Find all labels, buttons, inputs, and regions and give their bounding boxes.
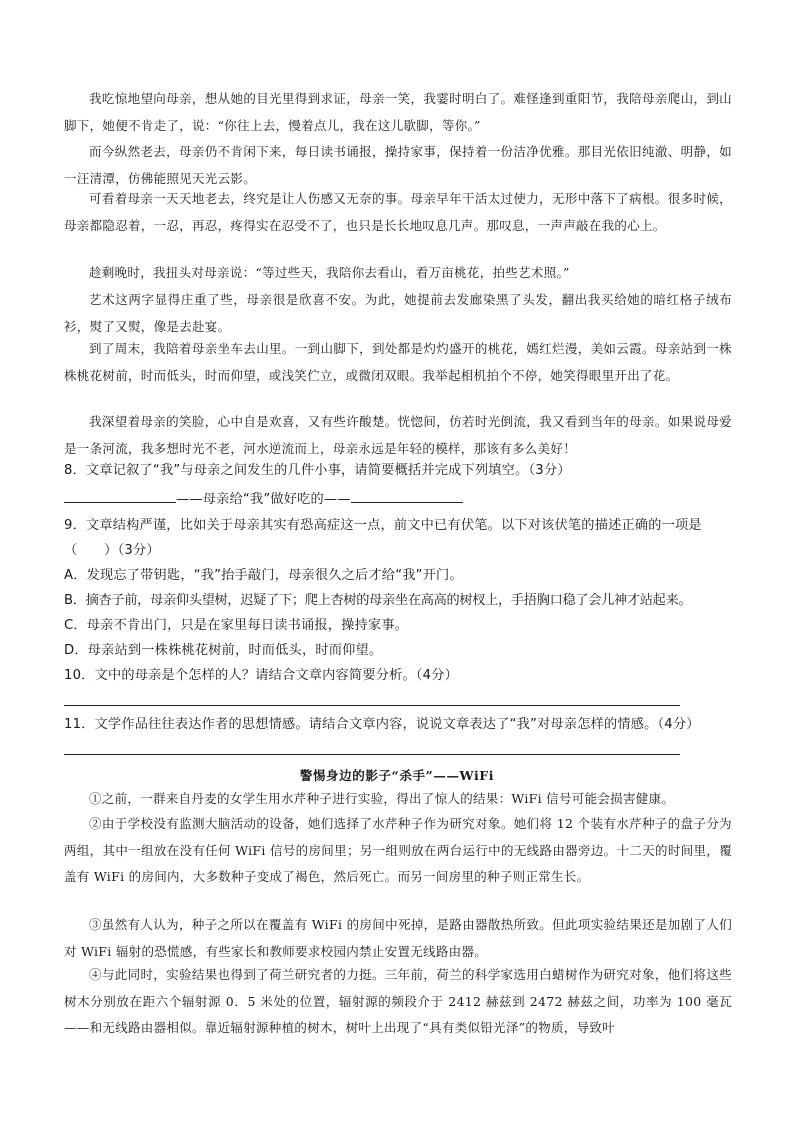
- question-10: 10．文中的母亲是个怎样的人？请结合文章内容简要分析。（4分）: [64, 668, 459, 683]
- question-8-fill-row: [64, 486, 734, 513]
- question-8-fill-text: ——母亲给“我”做好吃的——: [176, 492, 351, 507]
- question-9-option-b: B．摘杏子前，母亲仰头望树，迟疑了下；爬上杏树的母亲坐在高高的树杈上，手捂胸口稳了会儿神才站起来。: [64, 593, 692, 608]
- question-9-option-d: D．母亲站到一株株桃花树前，时而低头，时而仰望。: [64, 643, 383, 658]
- article-paragraph-3: ③虽然有人认为，种子之所以在覆盖有 WiFi 的房间中死掉，是路由器散热所致。但此项实验结果还是加剧了人们对 WiFi 辐射的恐慌感，有些家长和教师要求校园内禁止安置无线路由器。: [64, 917, 732, 959]
- question-9-option-a: A．发现忘了带钥匙，“我”抬手敲门，母亲很久之后才给“我”开门。: [64, 568, 463, 583]
- story-paragraph-7: 我深望着母亲的笑脸，心中自是欢喜，又有些许酸楚。恍惚间，仿若时光倒流，我又看到当年的母亲。如果说母爱是一条河流，我多想时光不老，河水逆流而上，母亲永远是年轻的模样，那该有多么美好！: [64, 414, 732, 456]
- story-paragraph-1: 我吃惊地望向母亲，想从她的目光里得到求证，母亲一笑，我霎时明白了。难怪逢到重阳节，我陪母亲爬山，到山脚下，她便不肯走了，说：“你往上去，慢着点儿，我在这儿歇脚，等你。”: [64, 91, 732, 133]
- story-paragraph-6: 到了周末，我陪着母亲坐车去山里。一到山脚下，到处都是灼灼盛开的桃花，嫣红烂漫，美如云霞。母亲站到一株株桃花树前，时而低头，时而仰望，或浅笑伫立，或微闭双眼。我举起相机拍个不停，她笑得眼里开出了花。: [64, 341, 732, 383]
- article-paragraph-1: ①之前，一群来自丹麦的女学生用水芹种子进行实验，得出了惊人的结果：WiFi 信号可能会损害健康。: [89, 791, 675, 806]
- story-paragraph-2: 而今纵然老去，母亲仍不肯闲下来，每日读书诵报，操持家事，保持着一份洁净优雅。那目光依旧纯澈、明静，如一汪清潭，仿佛能照见天光云影。: [64, 144, 732, 186]
- article-title: 警惕身边的影子“杀手”——WiFi: [299, 768, 495, 783]
- story-paragraph-4: 趁剩晚时，我扭头对母亲说：“等过些天，我陪你去看山，看万亩桃花，拍些艺术照。”: [89, 265, 570, 280]
- question-9: 9．文章结构严谨，比如关于母亲其实有恐高症这一点，前文中已有伏笔。以下对该伏笔的描述正确的一项是（ ）（3分）: [64, 518, 702, 558]
- story-paragraph-5: 艺术这两字显得庄重了些，母亲很是欣喜不安。为此，她提前去发廊染黑了头发，翻出我买给她的暗红格子绒布衫，熨了又熨，像是去赴宴。: [64, 292, 732, 334]
- article-paragraph-4: ④与此同时，实验结果也得到了荷兰研究者的力挺。三年前，荷兰的科学家选用白蜡树作为研究对象，他们将这些树木分别放在距六个辐射源 0．5 米处的位置，辐射源的频段介于 2412 赫兹到 2472 赫兹之间，功率为 100 毫瓦——和无线路由器相似。靠近辐射源种植的树木，树叶上出现了“具有类似铅光泽”的物质，导致叶: [64, 967, 732, 1036]
- article-paragraph-2: ②由于学校没有监测大脑活动的设备，她们选择了水芹种子作为研究对象。她们将 12 个装有水芹种子的盘子分为两组，其中一组放在没有任何 WiFi 信号的房间里；另一组则放在两台运行中的无线路由器旁边。十二天的时间里，覆盖有 WiFi 的房间内，大多数种子变成了褐色，然后死亡。而另一间房里的种子则正常生长。: [64, 816, 732, 885]
- answer-blank-1[interactable]: [64, 486, 176, 503]
- question-8: 8．文章记叙了“我”与母亲之间发生的几件小事，请简要概括并完成下列填空。（3分）: [64, 463, 571, 478]
- question-9-option-c: C．母亲不肯出门，只是在家里每日读书诵报，操持家事。: [64, 618, 409, 633]
- story-paragraph-3: 可看着母亲一天天地老去，终究是让人伤感又无奈的事。母亲早年干活太过使力，无形中落下了病根。很多时候，母亲都隐忍着，一忍，再忍，疼得实在忍受不了，也只是长长地叹息几声。那叹息，一声声敲在我的心上。: [64, 191, 732, 233]
- question-11: 11．文学作品往往表达作者的思想情感。请结合文章内容，说说文章表达了“我”对母亲怎样的情感。（4分）: [64, 717, 700, 732]
- answer-blank-2[interactable]: [351, 486, 463, 503]
- question-10-answer-line[interactable]: [64, 705, 680, 706]
- question-11-answer-line[interactable]: [64, 754, 680, 755]
